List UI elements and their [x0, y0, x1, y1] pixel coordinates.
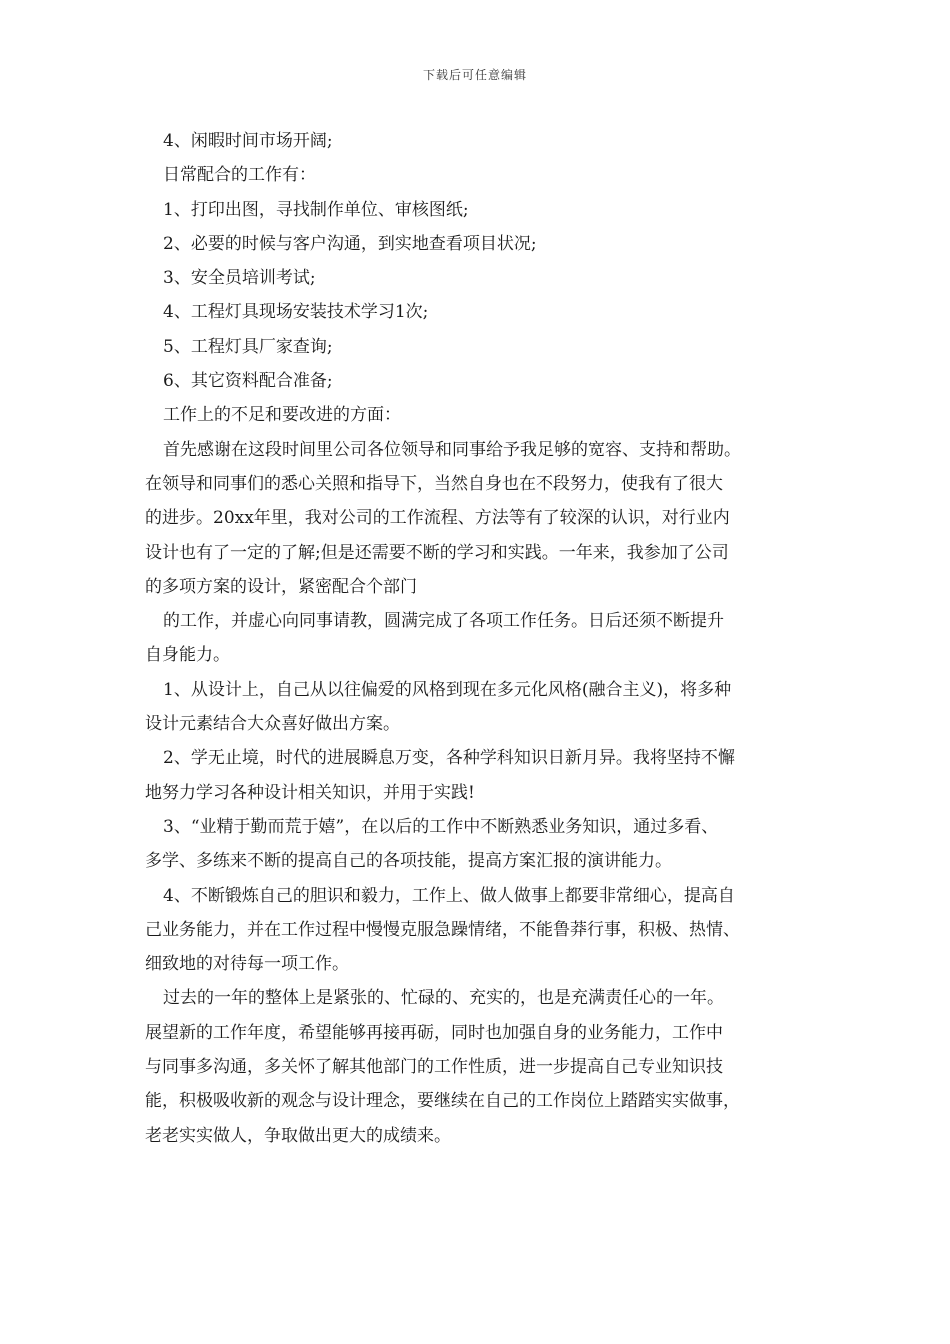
list-item: 4、闲暇时间市场开阔;	[163, 131, 333, 151]
paragraph-line: 设计也有了一定的了解;但是还需要不断的学习和实践。一年来，我参加了公司	[145, 542, 729, 563]
paragraph-line: 地努力学习各种设计相关知识，并用于实践!	[145, 782, 475, 803]
paragraph-line: 细致地的对待每一项工作。	[145, 954, 349, 975]
list-item: 2、必要的时候与客户沟通，到实地查看项目状况;	[163, 233, 537, 254]
paragraph-line: 自身能力。	[145, 645, 230, 666]
paragraph-line: 的工作，并虚心向同事请教，圆满完成了各项工作任务。日后还须不断提升	[163, 611, 724, 632]
header-note: 下载后可任意编辑	[422, 68, 527, 82]
paragraph-line: 的多项方案的设计，紧密配合个部门	[145, 576, 417, 597]
list-item: 4、工程灯具现场安装技术学习1次;	[163, 302, 429, 323]
paragraph-line: 1、从设计上，自己从以往偏爱的风格到现在多元化风格(融合主义)，将多种	[163, 679, 732, 700]
paragraph-line: 设计元素结合大众喜好做出方案。	[145, 714, 400, 735]
paragraph-line: 与同事多沟通，多关怀了解其他部门的工作性质，进一步提高自己专业知识技	[145, 1057, 723, 1078]
paragraph-line: 4、不断锻炼自己的胆识和毅力，工作上、做人做事上都要非常细心，提高自	[163, 885, 735, 906]
list-item: 6、其它资料配合准备;	[163, 371, 333, 392]
paragraph-line: 的进步。20xx年里，我对公司的工作流程、方法等有了较深的认识，对行业内	[145, 508, 730, 529]
paragraph-line: 首先感谢在这段时间里公司各位领导和同事给予我足够的宽容、支持和帮助。	[163, 439, 741, 460]
paragraph-line: 2、学无止境，时代的进展瞬息万变，各种学科知识日新月异。我将坚持不懈	[163, 748, 735, 769]
paragraph-line: 多学、多练来不断的提高自己的各项技能，提高方案汇报的演讲能力。	[145, 851, 672, 872]
paragraph-line: 老老实实做人，争取做出更大的成绩来。	[145, 1125, 451, 1146]
paragraph-line: 在领导和同事们的悉心关照和指导下，当然自身也在不段努力，使我有了很大	[145, 473, 723, 494]
list-item: 3、安全员培训考试;	[163, 268, 316, 289]
paragraph-line: 己业务能力，并在工作过程中慢慢克服急躁情绪，不能鲁莽行事，积极、热情、	[145, 919, 740, 940]
paragraph-line: 3、“业精于勤而荒于嬉”，在以后的工作中不断熟悉业务知识，通过多看、	[163, 816, 719, 837]
paragraph-line: 能，积极吸收新的观念与设计理念，要继续在自己的工作岗位上踏踏实实做事，	[145, 1091, 740, 1112]
paragraph-line: 过去的一年的整体上是紧张的、忙碌的、充实的，也是充满责任心的一年。	[163, 988, 724, 1009]
document-body	[145, 124, 825, 1153]
list-item: 5、工程灯具厂家查询;	[163, 336, 333, 357]
list-item: 1、打印出图，寻找制作单位、审核图纸;	[163, 199, 469, 220]
section-heading: 日常配合的工作有：	[163, 165, 316, 186]
section-heading: 工作上的不足和要改进的方面：	[163, 405, 401, 426]
paragraph-line: 展望新的工作年度，希望能够再接再砺，同时也加强自身的业务能力，工作中	[145, 1022, 723, 1043]
